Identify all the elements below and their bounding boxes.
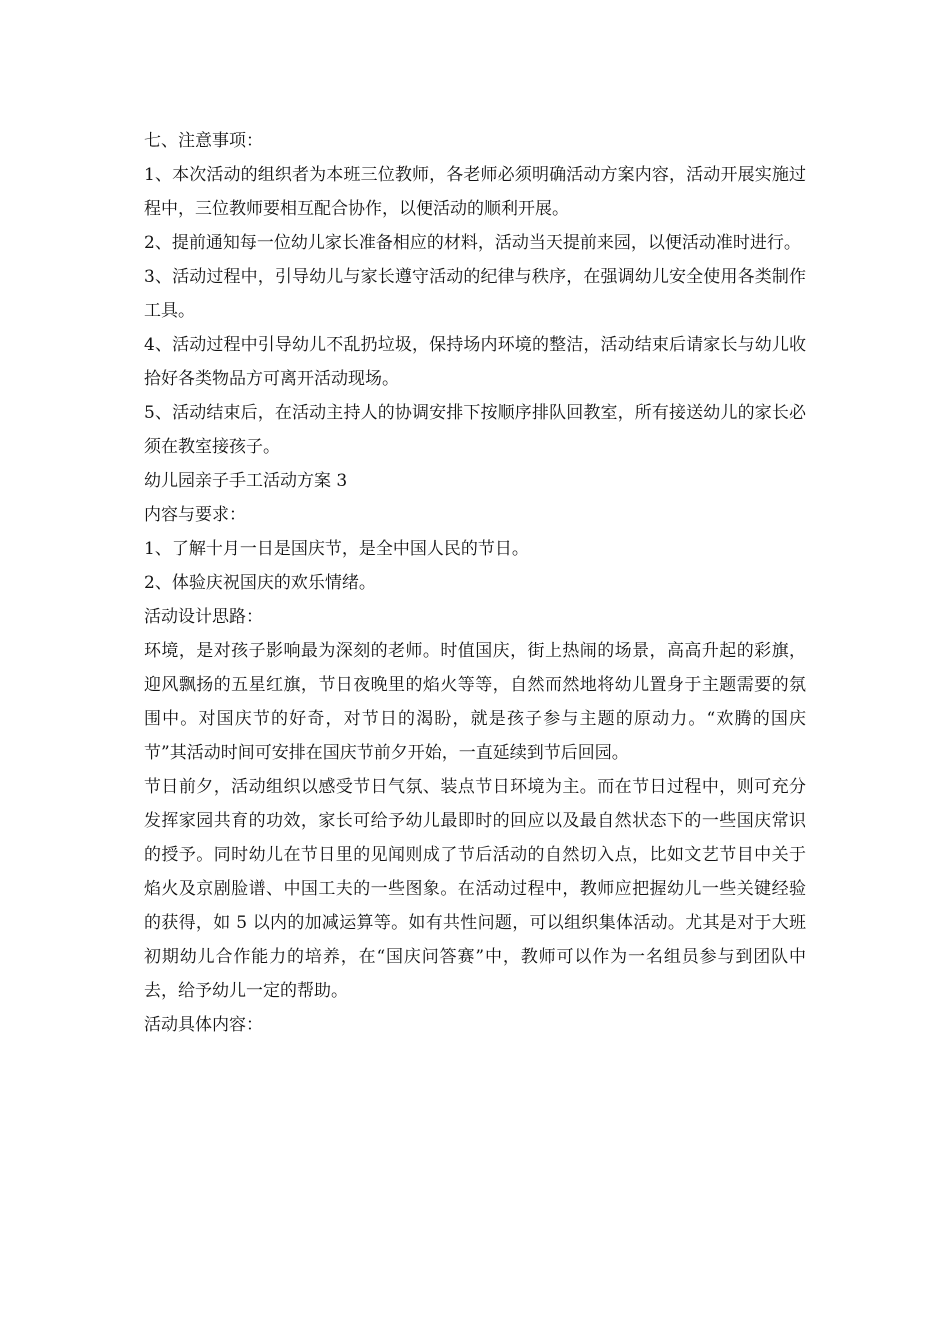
note-item: 4、活动过程中引导幼儿不乱扔垃圾，保持场内环境的整洁，活动结束后请家长与幼儿收拾好各类物品方可离开活动现场。: [144, 335, 806, 389]
plan-title: 幼儿园亲子手工活动方案 3: [144, 471, 348, 491]
document-page: [144, 124, 806, 1042]
note-item: 2、提前通知每一位幼儿家长准备相应的材料，活动当天提前来园，以便活动准时进行。: [144, 233, 801, 253]
requirement-item: 1、了解十月一日是国庆节，是全中国人民的节日。: [144, 539, 529, 559]
requirement-item: 2、体验庆祝国庆的欢乐情绪。: [144, 573, 376, 593]
note-item: 1、本次活动的组织者为本班三位教师，各老师必须明确活动方案内容，活动开展实施过程中，三位教师要相互配合协作，以便活动的顺利开展。: [144, 165, 806, 219]
content-heading: 活动具体内容：: [144, 1015, 263, 1035]
design-heading: 活动设计思路：: [144, 607, 263, 627]
requirements-heading: 内容与要求：: [144, 505, 246, 525]
design-paragraph: 节日前夕，活动组织以感受节日气氛、装点节日环境为主。而在节日过程中，则可充分发挥家园共育的功效，家长可给予幼儿最即时的回应以及最自然状态下的一些国庆常识的授予。同时幼儿在节日里的见闻则成了节后活动的自然切入点，比如文艺节目中关于焰火及京剧脸谱、中国工夫的一些图象。在活动过程中，教师应把握幼儿一些关键经验的获得，如 5 以内的加减运算等。如有共性问题，可以组织集体活动。尤其是对于大班初期幼儿合作能力的培养，在“国庆问答赛”中，教师可以作为一名组员参与到团队中去，给予幼儿一定的帮助。: [144, 777, 806, 1001]
section-heading: 七、注意事项：: [144, 131, 263, 151]
note-item: 3、活动过程中，引导幼儿与家长遵守活动的纪律与秩序，在强调幼儿安全使用各类制作工具。: [144, 267, 806, 321]
design-paragraph: 环境，是对孩子影响最为深刻的老师。时值国庆，街上热闹的场景，高高升起的彩旗，迎风飘扬的五星红旗，节日夜晚里的焰火等等，自然而然地将幼儿置身于主题需要的氛围中。对国庆节的好奇，对节日的渴盼，就是孩子参与主题的原动力。“欢腾的国庆节”其活动时间可安排在国庆节前夕开始，一直延续到节后回园。: [144, 641, 806, 763]
note-item: 5、活动结束后，在活动主持人的协调安排下按顺序排队回教室，所有接送幼儿的家长必须在教室接孩子。: [144, 403, 806, 457]
